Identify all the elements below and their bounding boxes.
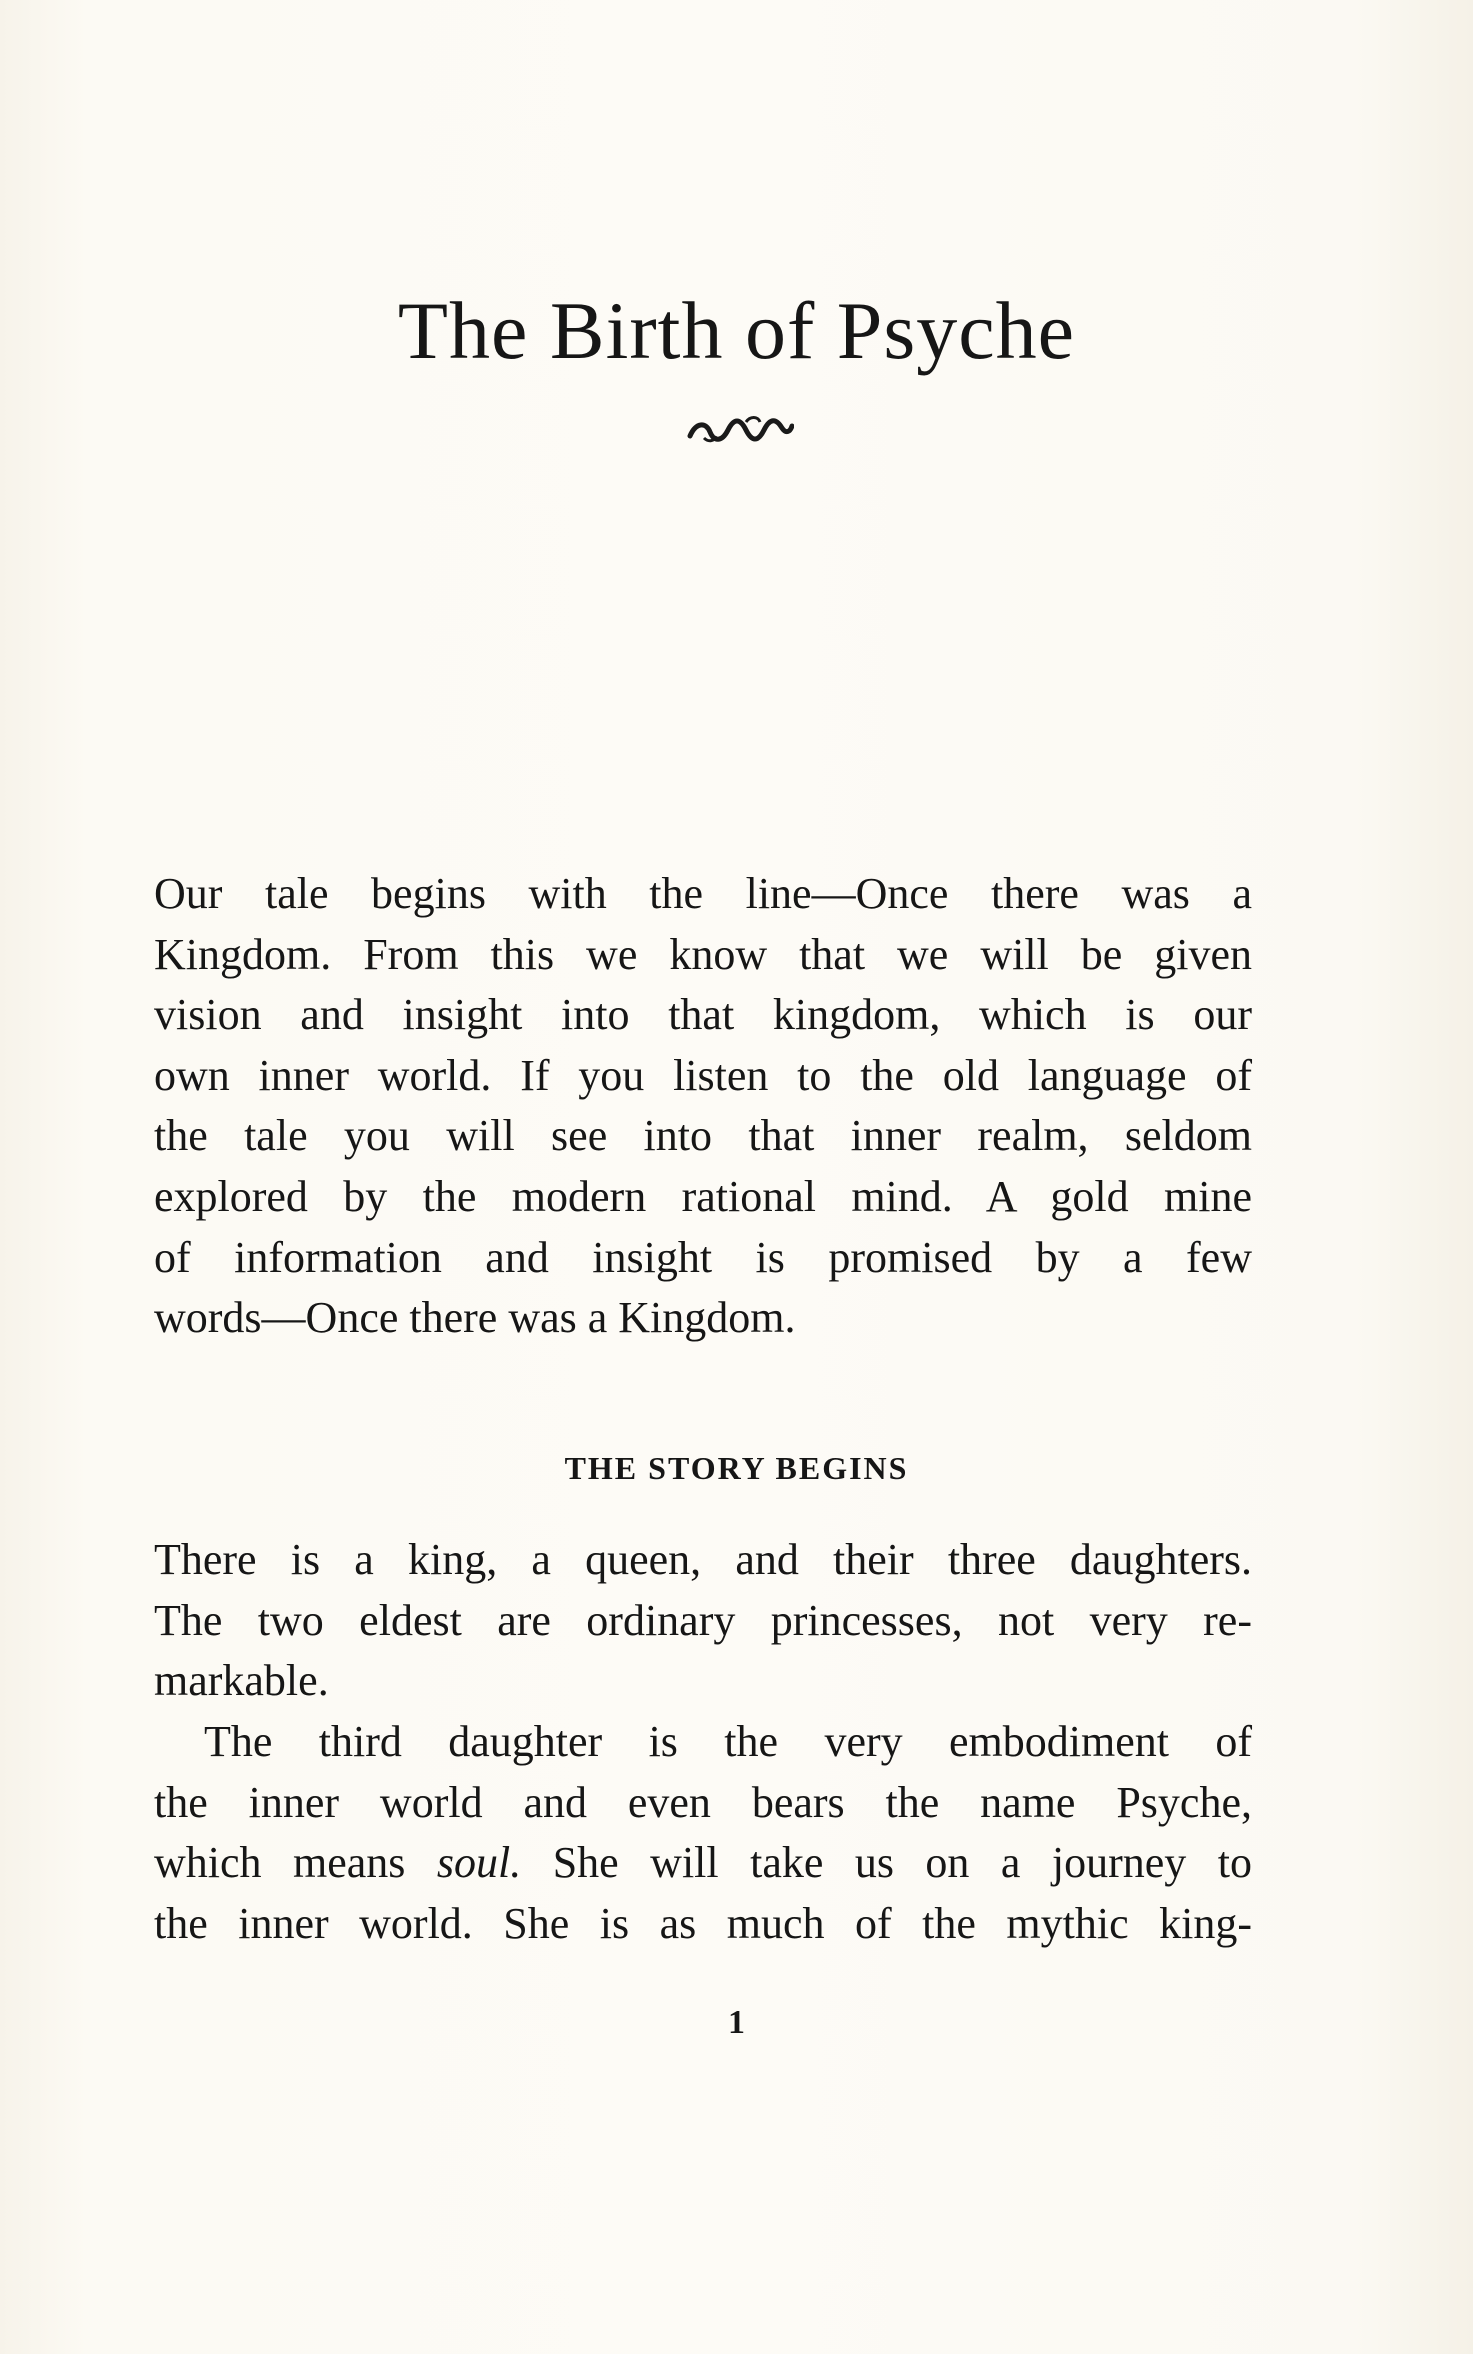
text-line: the tale you will see into that inner realm, seldom [154,1111,1252,1161]
text-line: explored by the modern rational mind. A gold mine [154,1171,1252,1221]
page-number: 1 [728,2004,745,2041]
text-line [154,1833,1252,1894]
text-line: the inner world. She is as much of the mythic king- [154,1898,1252,1948]
text-line: words—Once there was a Kingdom. [154,1293,796,1343]
title-ornament-icon [686,412,794,446]
section-heading: THE STORY BEGINS [564,1450,909,1486]
text-segment: which means [154,1838,437,1888]
text-line: The two eldest are ordinary princesses, not very re- [154,1595,1252,1645]
intro-paragraph [154,864,1252,1349]
story-paragraph-1 [154,1530,1252,1712]
text-line: the inner world and even bears the name Psyche, [154,1777,1252,1827]
text-line: vision and insight into that kingdom, which is our [154,990,1252,1040]
text-line: of information and insight is promised by a few [154,1232,1252,1282]
text-line: markable. [154,1656,329,1706]
text-line: Our tale begins with the line—Once there was a [154,869,1252,918]
italic-word: soul. [436,1838,522,1888]
text-line: There is a king, a queen, and their three daughters. [154,1535,1252,1584]
text-line: The third daughter is the very embodiment of [204,1717,1252,1766]
text-segment: She will take us on a journey to [521,1838,1252,1888]
chapter-title: The Birth of Psyche [397,285,1076,376]
text-line: Kingdom. From this we know that we will be given [154,929,1252,979]
text-line: own inner world. If you listen to the old language of [154,1050,1252,1100]
story-paragraph-2 [154,1712,1252,1954]
